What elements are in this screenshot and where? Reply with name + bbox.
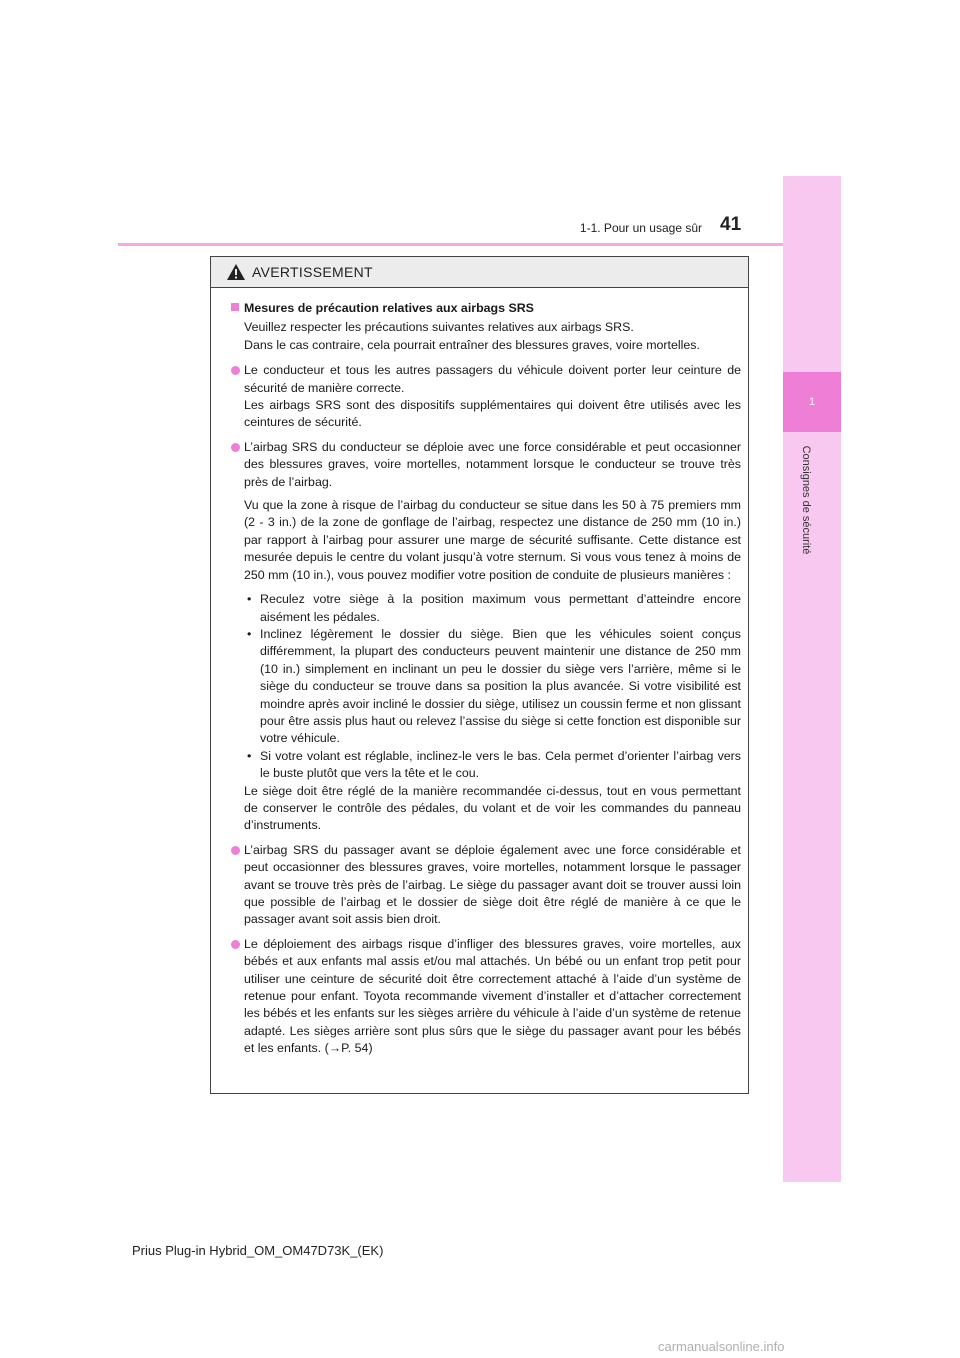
list-item-text: Reculez votre siège à la position maximum vous permettant d’atteindre encore aisément les pédales. bbox=[260, 592, 741, 624]
point-text: L’airbag SRS du conducteur se déploie avec une force considérable et peut occasionner des blessures graves, voire mortelles, notamment lorsque le conducteur se trouve très près de l’airbag. bbox=[244, 439, 741, 489]
intro bbox=[231, 319, 741, 354]
page-number: 41 bbox=[720, 214, 742, 235]
list-item-text: Inclinez légèrement le dossier du siège. Bien que les véhicules soient conçus différemment, la plupart des conducteurs peuvent maintenir une distance de 250 mm (10 in.) simplement en inclinant un peu le dossier du siège vers l’arrière, même si le siège du conducteur se trouve dans sa position la plus avancée. Si votre visibilité est moindre après avoir incliné le dossier du siège, utilisez un coussin ferme et non glissant pour être assis plus haut ou relevez l’assise du siège si cette fonction est disponible sur votre véhicule. bbox=[260, 626, 741, 746]
section-title: 1-1. Pour un usage sûr bbox=[579, 221, 702, 235]
square-bullet-icon bbox=[231, 303, 239, 311]
warning-body bbox=[211, 288, 748, 1058]
list-item bbox=[244, 748, 741, 783]
seat-adjustment-note: Le siège doit être réglé de la manière recommandée ci-dessus, tout en vous permettant de conserver le contrôle des pédales, du volant et de voir les commandes du panneau d’instruments. bbox=[244, 783, 741, 833]
section-heading-text: Mesures de précaution relatives aux airbags SRS bbox=[244, 301, 534, 315]
point-text: L’airbag SRS du passager avant se déploie également avec une force considérable et peut occasionner des blessures graves, voire mortelles, notamment lorsque le passager avant se trouve très près de l’airbag. Le siège du passager avant doit se trouver aussi loin que possible de l’airbag et le dossier de siège doit être réglé de manière à ce que le passager avant soit assis bien droit. bbox=[244, 842, 741, 927]
circle-bullet-icon bbox=[231, 443, 240, 452]
bullet-point-driver-airbag bbox=[231, 439, 741, 491]
warning-box bbox=[210, 256, 749, 1094]
circle-bullet-icon bbox=[231, 846, 240, 855]
circle-bullet-icon bbox=[231, 366, 240, 375]
watermark-link[interactable]: carmanualsonline.info bbox=[658, 1339, 785, 1354]
warning-title: AVERTISSEMENT bbox=[252, 264, 373, 280]
point-text: Le déploiement des airbags risque d’infliger des blessures graves, voire mortelles, aux bébés et aux enfants mal assis et/ou mal attachés. Un bébé ou un enfant trop petit pour utiliser une ceinture de sécurité doit être correctement attaché à l’aide d’un système de retenue pour enfant. Toyota recommande vivement d’installer et d’attacher correctement les bébés et les enfants sur les sièges arrière du véhicule à l’aide d’un système de retenue adapté. Les sièges arrière sont plus sûrs que le siège du passager avant pour les bébés et les enfants. (→P. 54) bbox=[244, 936, 741, 1056]
dot-bullet-icon: • bbox=[247, 748, 252, 763]
circle-bullet-icon bbox=[231, 940, 240, 949]
intro-line: Dans le cas contraire, cela pourrait entraîner des blessures graves, voire mortelles. bbox=[244, 337, 700, 352]
point-text: Le conducteur et tous les autres passagers du véhicule doivent porter leur ceinture de sécurité de manière correcte. bbox=[244, 363, 741, 395]
dot-bullet-icon: • bbox=[247, 626, 252, 641]
bullet-point-passenger-airbag bbox=[231, 842, 741, 929]
warning-header bbox=[211, 257, 748, 288]
intro-line: Veuillez respecter les précautions suivantes relatives aux airbags SRS. bbox=[244, 320, 634, 335]
point-text: Les airbags SRS sont des dispositifs supplémentaires qui doivent être utilisés avec les ceintures de sécurité. bbox=[244, 398, 741, 430]
list-item bbox=[244, 591, 741, 626]
adjustment-list bbox=[231, 591, 741, 782]
distance-paragraph: Vu que la zone à risque de l’airbag du conducteur se situe dans les 50 à 75 premiers mm (2 - 3 in.) de la zone de gonflage de l’airbag, respectez une distance de 250 mm (10 in.) par rapport à l’airbag pour assurer une marge de sécurité suffisante. Cette distance est mesurée depuis le centre du volant jusqu’à votre sternum. Si vous vous tenez à moins de 250 mm (10 in.), vous pouvez modifier votre position de conduite de plusieurs manières : bbox=[244, 498, 741, 582]
bullet-point-seatbelt bbox=[231, 362, 741, 432]
chapter-number: 1 bbox=[783, 372, 841, 432]
side-tab bbox=[783, 176, 841, 1182]
list-item bbox=[244, 626, 741, 748]
list-item-text: Si votre volant est réglable, inclinez-le vers le bas. Cela permet d’orienter l’airbag vers le buste plutôt que vers la tête et le cou. bbox=[260, 748, 741, 781]
chapter-label: Consignes de sécurité bbox=[800, 445, 812, 555]
footer-doc-id: Prius Plug-in Hybrid_OM_OM47D73K_(EK) bbox=[132, 1243, 384, 1258]
warning-triangle-icon bbox=[226, 263, 246, 281]
header-rule bbox=[118, 243, 783, 246]
section-heading bbox=[231, 300, 741, 317]
bullet-point-children bbox=[231, 936, 741, 1058]
dot-bullet-icon: • bbox=[247, 592, 252, 607]
